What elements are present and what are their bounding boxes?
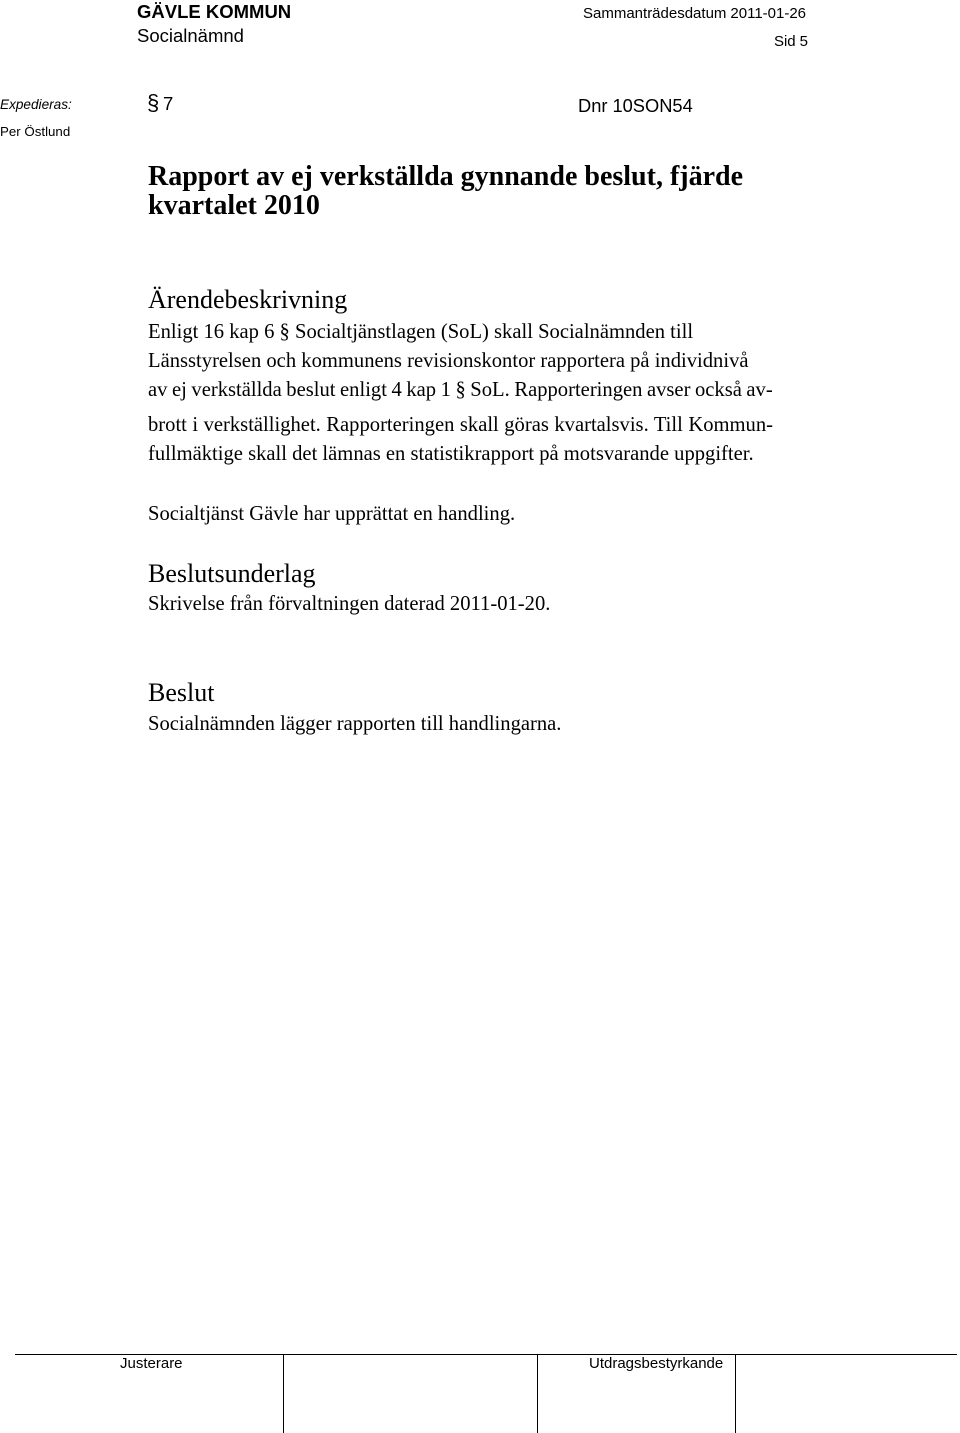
description-line-5: fullmäktige skall det lämnas en statistikrapport på motsvarande uppgifter. (148, 443, 754, 465)
page-label: Sid (773, 33, 796, 50)
case-title-line-2: kvartalet 2010 (148, 190, 320, 221)
case-title-line-1: Rapport av ej verkställda gynnande beslut, fjärde (148, 161, 744, 192)
meeting-date-value: 2011-01-26 (730, 5, 807, 22)
decision-text: Socialnämnden lägger rapporten till handlingarna. (148, 713, 562, 735)
adjusters-label: Justerare (120, 1355, 183, 1372)
description-line-2: Länsstyrelsen och kommunens revisionskontor rapportera på individnivå (148, 350, 749, 372)
meeting-date (583, 5, 806, 23)
page-number (774, 33, 808, 51)
dispatch-recipient: Per Östlund (0, 124, 71, 139)
footer-column-divider (283, 1354, 284, 1433)
footer-column-divider (537, 1354, 538, 1433)
diary-number-value: 10SON54 (612, 95, 693, 116)
diary-number (578, 95, 693, 117)
description-line-4: brott i verkställighet. Rapporteringen skall göras kvartalsvis. Till Kommun- (148, 414, 773, 436)
committee-name: Socialnämnd (137, 25, 244, 46)
basis-text: Skrivelse från förvaltningen daterad 2011-01-20. (148, 593, 551, 615)
basis-heading: Beslutsunderlag (148, 559, 316, 588)
description-note: Socialtjänst Gävle har upprättat en handling. (148, 503, 516, 525)
decision-heading: Beslut (148, 678, 215, 707)
description-line-1: Enligt 16 kap 6 § Socialtjänstlagen (SoL) skall Socialnämnden till (148, 321, 694, 343)
section-symbol: § (147, 90, 160, 115)
page-number-value: 5 (799, 33, 808, 50)
dispatch-label: Expedieras: (0, 97, 72, 112)
diary-number-label: Dnr (578, 95, 608, 116)
description-line-3: av ej verkställda beslut enligt 4 kap 1 § SoL. Rapporteringen avser också av- (148, 379, 773, 401)
footer-column-divider (735, 1354, 736, 1433)
certification-label: Utdragsbestyrkande (589, 1355, 724, 1372)
meeting-date-label: Sammanträdesdatum (583, 5, 727, 22)
organization-name: GÄVLE KOMMUN (137, 1, 292, 22)
description-heading: Ärendebeskrivning (148, 285, 348, 314)
paragraph-number: 7 (163, 93, 174, 114)
